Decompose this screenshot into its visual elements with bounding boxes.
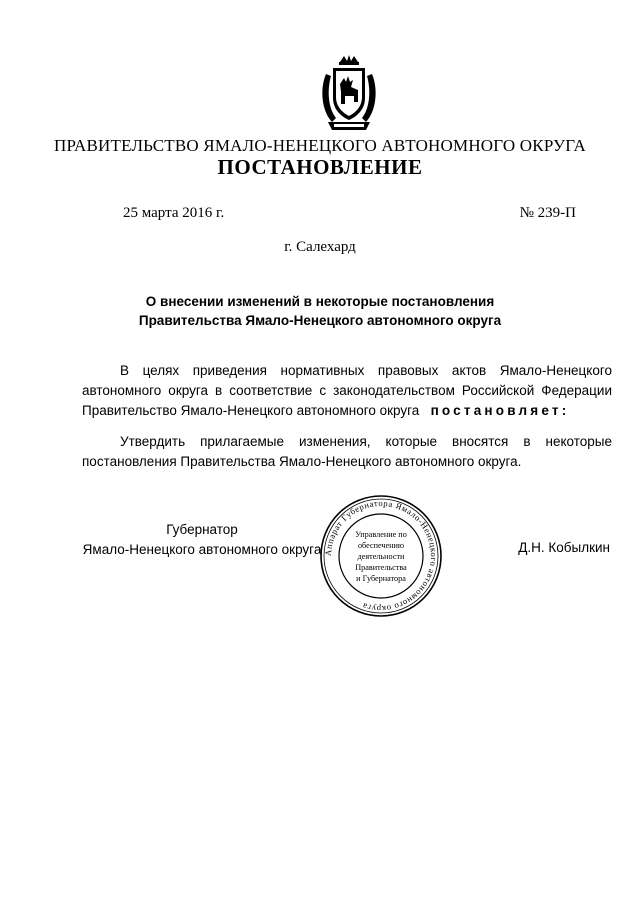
document-type: ПОСТАНОВЛЕНИЕ — [217, 155, 423, 179]
paragraph-line: постановления Правительства Ямало-Ненецкого автономного округа. — [82, 454, 522, 469]
seal-center-line: обеспечению — [357, 541, 405, 550]
document-city: г. Салехард — [284, 239, 356, 255]
paragraph-line-text: Правительство Ямало-Ненецкого автономного округа — [82, 403, 420, 418]
official-seal-icon — [318, 493, 444, 619]
signer-name: Д.Н. Кобылкин — [518, 540, 610, 555]
signer-position — [82, 520, 322, 560]
seal-ring-text: Аппарат Губернатора Ямало-Ненецкого автономного округа — [322, 497, 440, 615]
seal-center-line: Управление по — [355, 530, 407, 539]
document-subject — [0, 292, 640, 330]
signer-position-line: Ямало-Ненецкого автономного округа — [82, 542, 322, 557]
coat-of-arms-icon — [318, 54, 380, 134]
subject-line: О внесении изменений в некоторые постановления — [145, 294, 495, 309]
resolution-verb: постановляет: — [430, 403, 570, 418]
seal-center-line: Правительства — [355, 563, 407, 572]
body-paragraph — [82, 361, 612, 421]
seal-center-line: деятельности — [357, 552, 405, 561]
seal-center-line: и Губернатора — [356, 574, 406, 583]
body-paragraph — [82, 432, 612, 472]
subject-line: Правительства Ямало-Ненецкого автономного округа — [138, 313, 502, 328]
document-number: № 239-П — [519, 205, 576, 221]
document-date: 25 марта 2016 г. — [123, 205, 225, 221]
government-title: ПРАВИТЕЛЬСТВО ЯМАЛО-НЕНЕЦКОГО АВТОНОМНОГО ОКРУГА — [54, 136, 586, 155]
paragraph-line: В целях приведения нормативных правовых актов Ямало-Ненецкого — [120, 363, 612, 378]
paragraph-line: автономного округа в соответствие с законодательством Российской Федерации — [82, 383, 612, 398]
paragraph-line — [82, 401, 612, 421]
signer-position-line: Губернатор — [166, 522, 238, 537]
paragraph-line: Утвердить прилагаемые изменения, которые вносятся в некоторые — [120, 434, 612, 449]
